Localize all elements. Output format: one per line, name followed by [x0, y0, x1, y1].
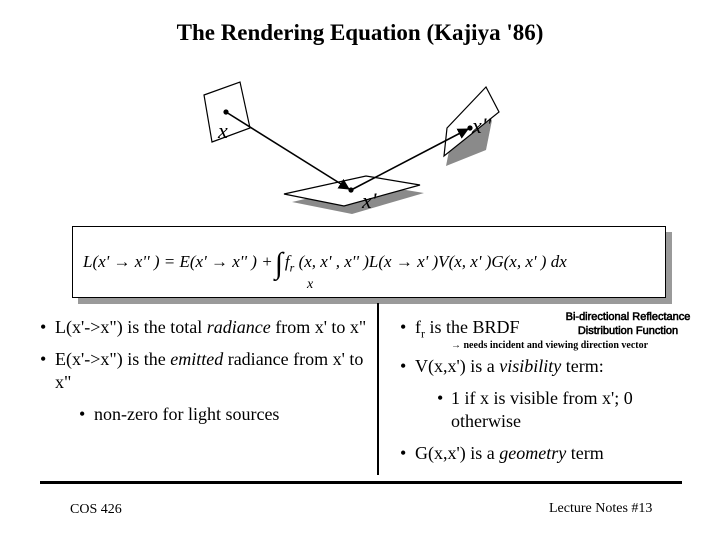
integral-sign: ∫ [274, 247, 283, 280]
bullet-geometry: • G(x,x') is a geometry term [400, 442, 604, 463]
integral-domain: x [307, 277, 314, 292]
bullet-emitted: • E(x'->x") is the emitted radiance from x' to x" [40, 349, 364, 392]
label-xp: x' [362, 188, 377, 213]
label-xpp: x'' [472, 113, 492, 138]
lecture-label: Lecture Notes #13 [549, 501, 653, 516]
arrow-x-to-xp [226, 112, 349, 189]
bullet-brdf: • $f_r$ is the BRDF [400, 317, 520, 341]
bullet-visible-value: • 1 if x is visible from x'; 0 otherwise [437, 387, 633, 431]
bullet-visibility: • V(x,x') is a visibility term: [400, 355, 604, 376]
equation-box [72, 226, 666, 298]
label-x: x [218, 118, 228, 143]
arrow-icon: → [451, 340, 461, 351]
rendering-diagram [0, 0, 720, 225]
column-divider [377, 303, 379, 475]
slide-title: The Rendering Equation (Kajiya '86) [176, 20, 544, 45]
incident-annotation: → needs incident and viewing direction vector [451, 340, 649, 351]
course-label: COS 426 [70, 502, 122, 517]
bullet-radiance: • L(x'->x") is the total radiance from x' to x" [40, 317, 367, 337]
footer-rule [40, 481, 682, 484]
left-column [40, 316, 370, 435]
rendering-equation: L(x' → x'' ) = E(x' → x'' ) +∫ $f_r$ (x, x' , x'' )L(x → x' )V(x, x' )G(x, x' ) dx [83, 247, 567, 280]
brdf-annotation: Bi-directional Reflectance Distribution Function [565, 311, 691, 337]
bullet-light-sources: • non-zero for light sources [79, 404, 280, 424]
